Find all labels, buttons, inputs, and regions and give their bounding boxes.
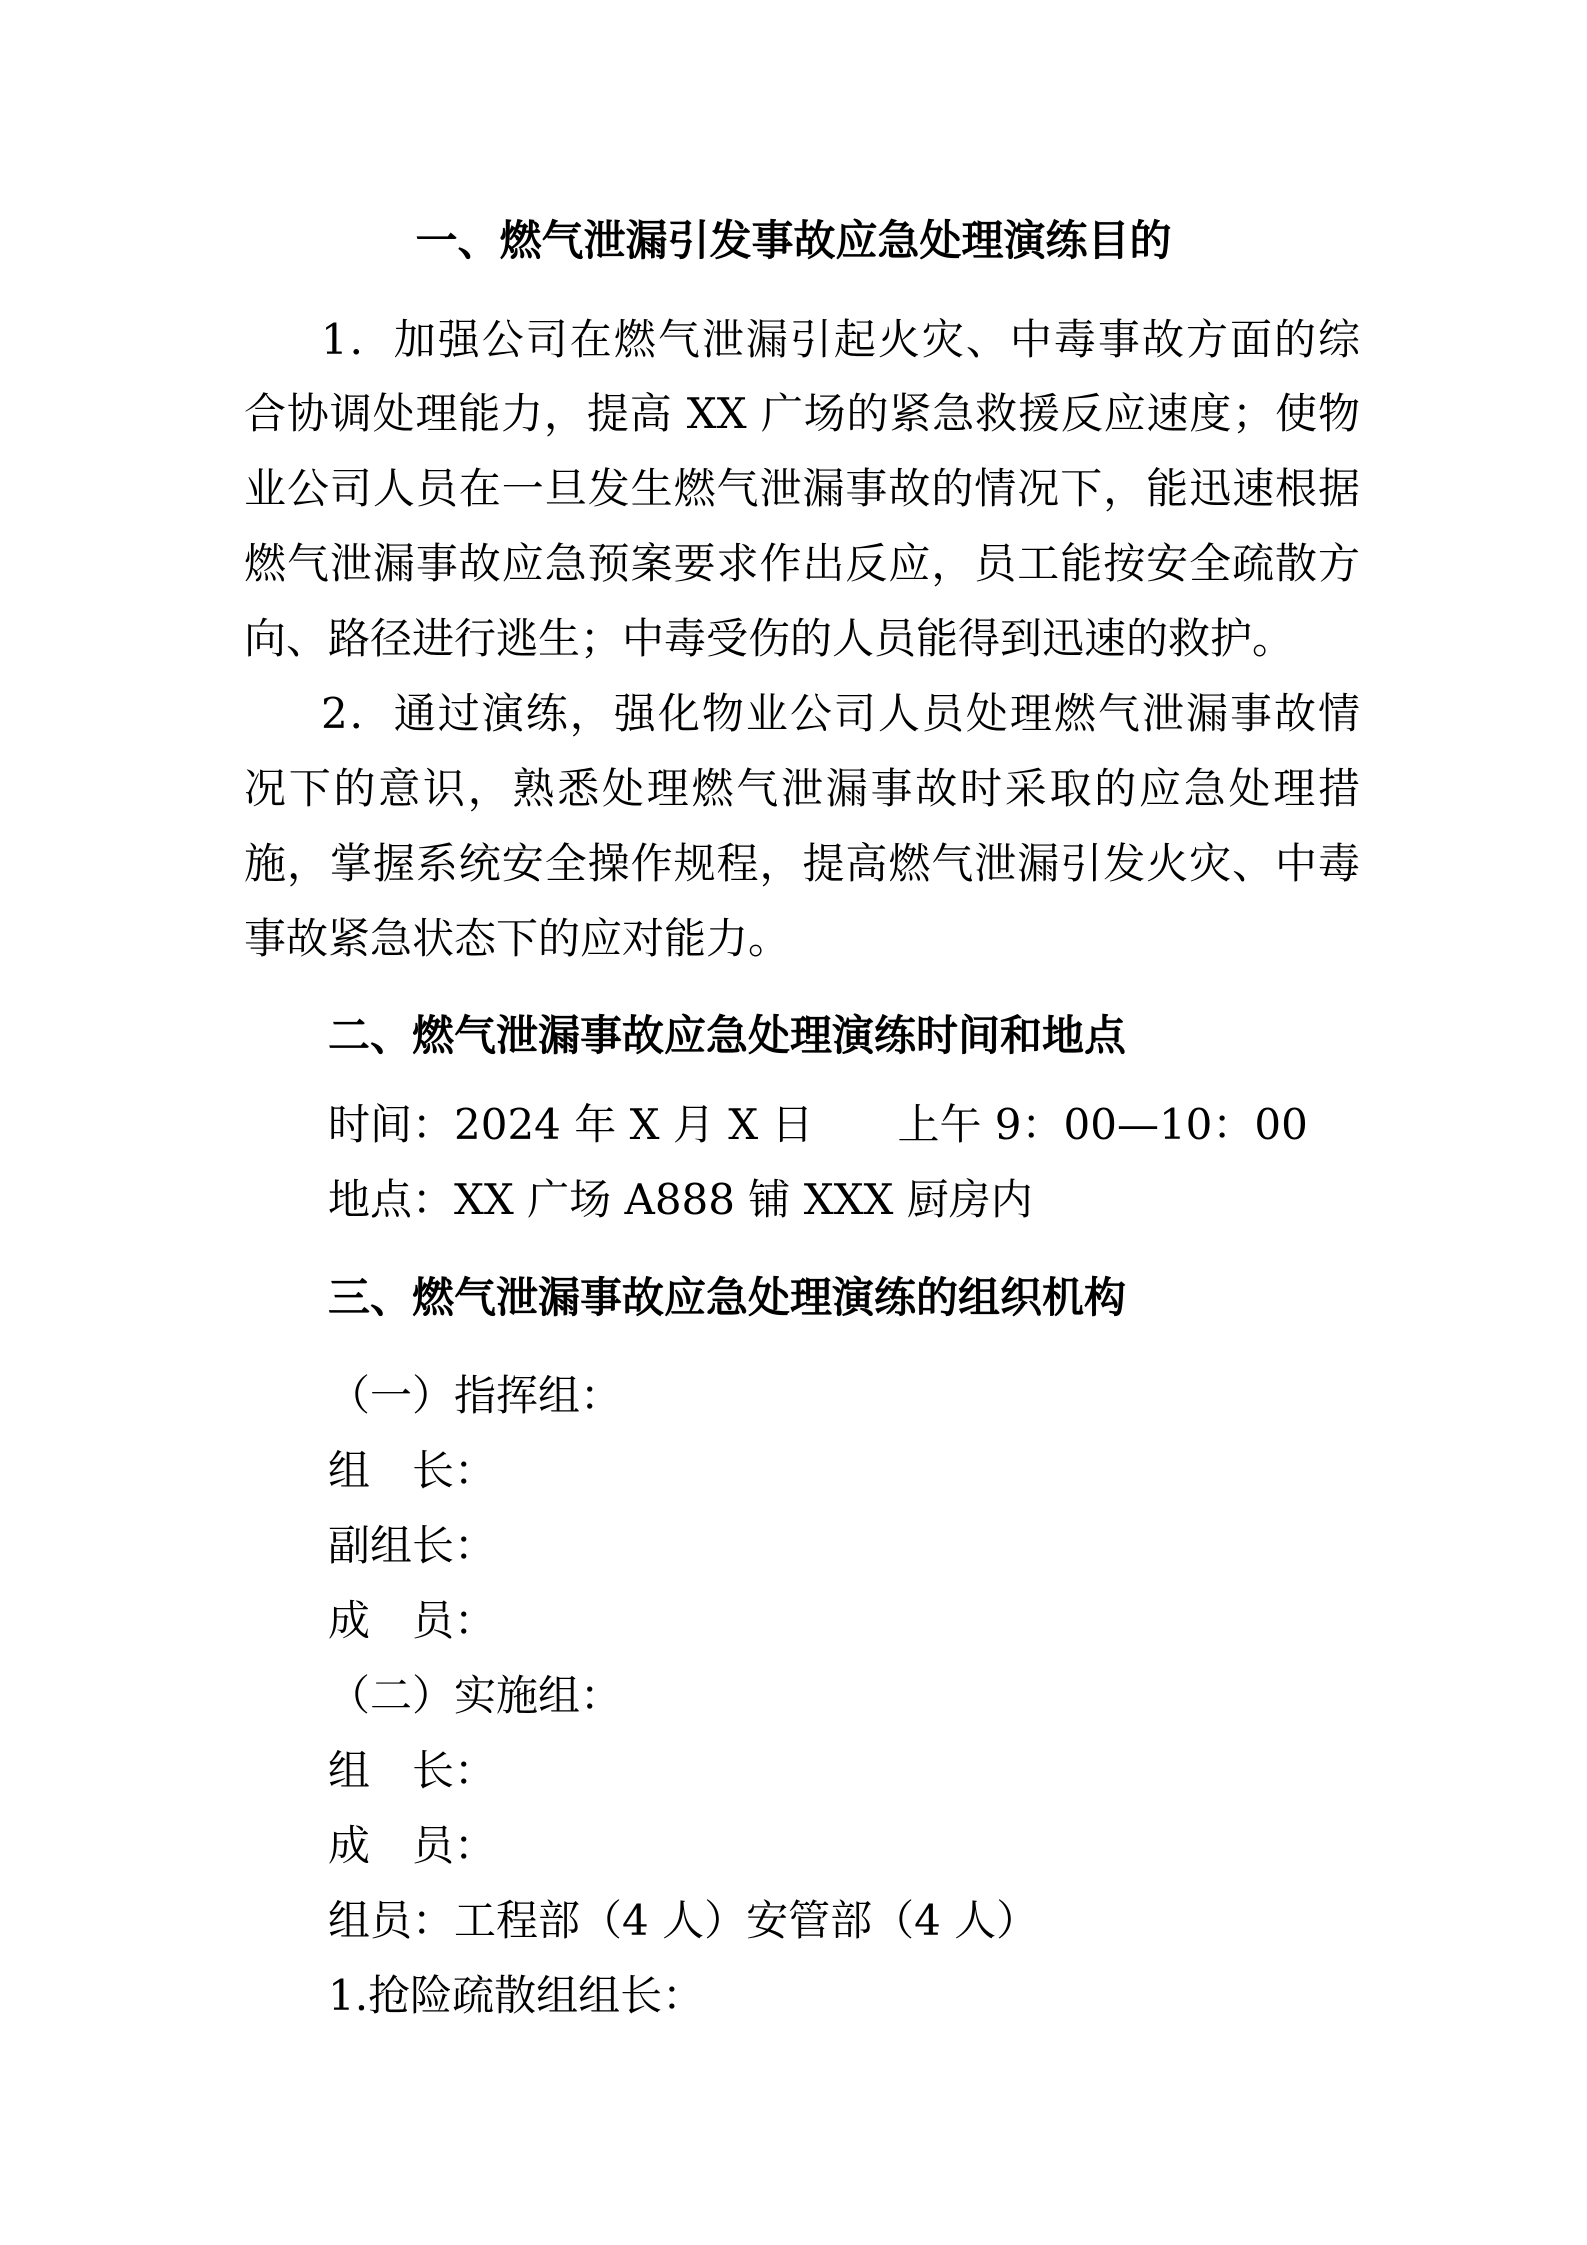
drill-time: 时间：2024 年 X 月 X 日 上午 9：00—10：00 (328, 1100, 1308, 1149)
rescue-evacuation-group-leader: 1.抢险疏散组组长： (328, 1971, 705, 2020)
implementation-group-label: （二）实施组： (328, 1671, 623, 1720)
implementation-group-leader: 组 长： (328, 1746, 497, 1795)
section-1-para-2-line-4: 事故紧急状态下的应对能力。 (244, 914, 791, 963)
section-1-para-1-line-1: 1．加强公司在燃气泄漏引起火灾、中毒事故方面的综 (321, 315, 1360, 364)
command-group-deputy: 副组长： (328, 1521, 497, 1570)
section-1-para-1-line-5: 向、路径进行逃生；中毒受伤的人员能得到迅速的救护。 (244, 614, 1295, 663)
section-1-para-2-line-3: 施，掌握系统安全操作规程，提高燃气泄漏引发火灾、中毒 (244, 839, 1360, 888)
implementation-group-members: 成 员： (328, 1821, 497, 1870)
section-1-para-1-line-3: 业公司人员在一旦发生燃气泄漏事故的情况下，能迅速根据 (244, 464, 1360, 513)
implementation-group-crew: 组员：工程部（4 人）安管部（4 人） (328, 1896, 1039, 1945)
command-group-members: 成 员： (328, 1596, 497, 1645)
drill-place: 地点：XX 广场 A888 铺 XXX 厨房内 (328, 1175, 1033, 1224)
command-group-leader: 组 长： (328, 1446, 497, 1495)
section-2-title: 二、燃气泄漏事故应急处理演练时间和地点 (328, 1011, 1127, 1060)
section-1-para-1-line-2: 合协调处理能力，提高 XX 广场的紧急救援反应速度；使物 (244, 389, 1360, 438)
section-1-para-2-line-1: 2．通过演练，强化物业公司人员处理燃气泄漏事故情 (321, 689, 1360, 738)
section-1-para-1-line-4: 燃气泄漏事故应急预案要求作出反应，员工能按安全疏散方 (244, 539, 1360, 588)
section-1-title: 一、燃气泄漏引发事故应急处理演练目的 (415, 216, 1172, 265)
section-3-title: 三、燃气泄漏事故应急处理演练的组织机构 (328, 1273, 1127, 1322)
section-1-para-2-line-2: 况下的意识，熟悉处理燃气泄漏事故时采取的应急处理措 (244, 764, 1360, 813)
command-group-label: （一）指挥组： (328, 1371, 623, 1420)
